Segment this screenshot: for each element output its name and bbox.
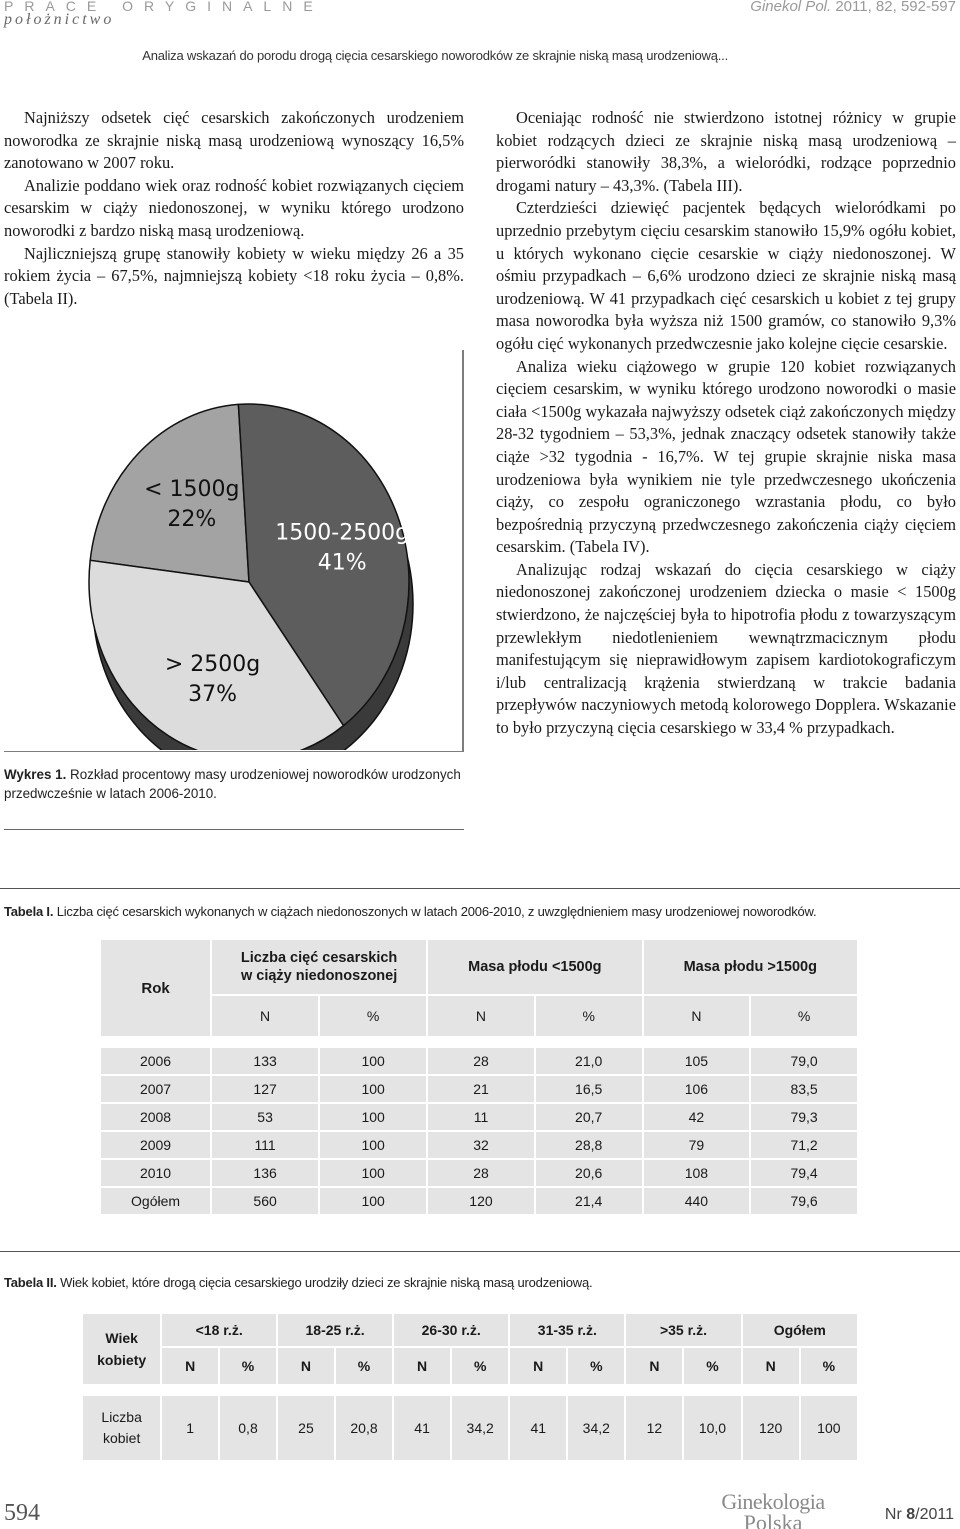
issue-year: /2011 bbox=[915, 1506, 954, 1523]
table2-subheader: % bbox=[220, 1348, 276, 1384]
table1-header-cesarean: Liczba cięć cesarskich w ciąży niedonoszonej bbox=[212, 940, 426, 994]
logo-line2: Polska bbox=[743, 1510, 803, 1529]
paragraph: Analizie poddano wiek oraz rodność kobiet rozwiązanych cięciem cesarskim w ciąży niedonoszonej, w wyniku którego urodzono noworodki z bardzo niską masą urodzeniową. bbox=[4, 175, 464, 240]
table1-cell: 28 bbox=[428, 1048, 534, 1074]
table2-cell: 41 bbox=[394, 1396, 450, 1460]
table1-cell: 21,0 bbox=[536, 1048, 642, 1074]
table1-cell: 53 bbox=[212, 1104, 318, 1130]
table1-cell: 560 bbox=[212, 1188, 318, 1214]
table2-cell: 10,0 bbox=[684, 1396, 740, 1460]
table2-subheader: N bbox=[278, 1348, 334, 1384]
issue-num: 8 bbox=[906, 1506, 916, 1523]
table2-subheader: % bbox=[336, 1348, 392, 1384]
paragraph: Czterdzieści dziewięć pacjentek będących wieloródkami po uprzednio przebytym cięciu cesarskim stanowiło 15,9% ogółu kobiet, u których wykonano cięcie cesarskie w ciąży niedonoszonej. W ośmiu przypadkach – 6,6% urodzono dzieci ze skrajnie niską masą urodzeniową. W 41 przypadkach cięć cesarskich u kobiet z tej grupy masa noworodka była wyższa niż 1500 gramów, co stanowiło 9,3% ogółu cięć wykonanych przedwczesnie jako kolejne cięcie cesarskie. bbox=[496, 198, 956, 353]
table1-cell: 42 bbox=[644, 1104, 750, 1130]
table2-cell: 25 bbox=[278, 1396, 334, 1460]
table1-year-cell: 2009 bbox=[101, 1132, 210, 1158]
paragraph: Najniższy odsetek cięć cesarskich zakończonych urodzeniem noworodka ze skrajnie niską masą urodzeniową wynoszący 16,5% zanotowano w 2007 roku. bbox=[4, 108, 464, 173]
table2-cell: 20,8 bbox=[336, 1396, 392, 1460]
table1-cell: 79,4 bbox=[751, 1160, 857, 1186]
table1 bbox=[99, 938, 859, 1216]
table1-cell: 20,6 bbox=[536, 1160, 642, 1186]
table2-cell: 120 bbox=[743, 1396, 799, 1460]
table1-cell: 106 bbox=[644, 1076, 750, 1102]
table2-caption bbox=[4, 1275, 592, 1290]
table1-cell: 11 bbox=[428, 1104, 534, 1130]
table-row bbox=[101, 1160, 857, 1186]
running-title: Analiza wskazań do porodu drogą cięcia cesarskiego noworodków ze skrajnie niską masą urodzeniową... bbox=[142, 48, 728, 63]
table1-label: Tabela I. bbox=[4, 904, 54, 919]
table1-cell: 79,0 bbox=[751, 1048, 857, 1074]
figure-rule bbox=[4, 829, 464, 830]
table2-cell: 0,8 bbox=[220, 1396, 276, 1460]
pie-slice-value: 22% bbox=[167, 506, 217, 532]
table-row bbox=[101, 1188, 857, 1214]
pie-slice-label: < 1500g bbox=[144, 476, 240, 502]
table2 bbox=[81, 1312, 859, 1462]
table-row bbox=[101, 1132, 857, 1158]
section-label: PRACE ORYGINALNE bbox=[4, 0, 324, 14]
issue-prefix: Nr bbox=[884, 1506, 902, 1523]
citation: 2011, 82, 592-597 bbox=[835, 0, 956, 15]
table2-age-group: Ogółem bbox=[743, 1314, 857, 1346]
table1-cell: 136 bbox=[212, 1160, 318, 1186]
table2-subheader-row bbox=[83, 1348, 857, 1384]
table1-year-cell: 2006 bbox=[101, 1048, 210, 1074]
table1-cell: 71,2 bbox=[751, 1132, 857, 1158]
journal-ref: Ginekol Pol. bbox=[750, 0, 832, 15]
table1-subheader: N bbox=[428, 996, 534, 1036]
table2-cell: 12 bbox=[626, 1396, 682, 1460]
table1-caption bbox=[4, 904, 816, 919]
journal-citation bbox=[750, 0, 956, 15]
table1-caption-text: Liczba cięć cesarskich wykonanych w ciążach niedonoszonych w latach 2006-2010, z uwzględnieniem masy urodzeniowej noworodków. bbox=[56, 904, 817, 919]
table1-rule bbox=[0, 888, 960, 889]
table1-cell: 100 bbox=[320, 1188, 426, 1214]
journal-logo bbox=[714, 1491, 832, 1529]
paragraph: Oceniając rodność nie stwierdzono istotnej różnicy w grupie kobiet rodzących dzieci ze skrajnie niską masą urodzeniową – pierworódki stanowiły 38,3%, a wieloródki, rodzące poprzednio drogami natury – 43,3%. (Tabela III). bbox=[496, 108, 956, 195]
table2-subheader: N bbox=[743, 1348, 799, 1384]
table2-header-age: Wiek kobiety bbox=[83, 1314, 160, 1384]
table1-subheader: % bbox=[751, 996, 857, 1036]
left-text-column bbox=[4, 107, 464, 310]
pie-slice-value: 37% bbox=[188, 682, 238, 708]
table2-cell: 41 bbox=[510, 1396, 566, 1460]
table1-cell: 100 bbox=[320, 1104, 426, 1130]
table2-subheader: N bbox=[510, 1348, 566, 1384]
issue-number bbox=[885, 1506, 954, 1524]
table2-age-group: >35 r.ż. bbox=[626, 1314, 740, 1346]
table1-header-over1500: Masa płodu >1500g bbox=[644, 940, 857, 994]
table-row bbox=[101, 1048, 857, 1074]
pie-slice-label: 1500-2500g bbox=[275, 520, 410, 546]
table2-header-count: Liczba kobiet bbox=[83, 1396, 160, 1460]
logo-line1: Ginekologia bbox=[721, 1489, 825, 1514]
figure-label: Wykres 1. bbox=[4, 767, 67, 782]
table2-label: Tabela II. bbox=[4, 1275, 57, 1290]
table1-year-cell: Ogółem bbox=[101, 1188, 210, 1214]
table2-rule bbox=[0, 1251, 960, 1252]
table-row bbox=[101, 1076, 857, 1102]
table1-cell: 28 bbox=[428, 1160, 534, 1186]
table1-subheader: N bbox=[644, 996, 750, 1036]
table2-gap bbox=[83, 1386, 857, 1394]
paragraph: Najliczniejszą grupę stanowiły kobiety w wieku między 26 a 35 rokiem życia – 67,5%, najmniejszą kobiety <18 roku życia – 0,8%. (Tabela II). bbox=[4, 243, 464, 308]
table1-cell: 440 bbox=[644, 1188, 750, 1214]
table2-subheader: % bbox=[684, 1348, 740, 1384]
table2-cell: 100 bbox=[801, 1396, 857, 1460]
table1-cell: 100 bbox=[320, 1048, 426, 1074]
table2-subheader: % bbox=[801, 1348, 857, 1384]
section-sublabel: położnictwo bbox=[4, 11, 115, 28]
table2-subheader: N bbox=[162, 1348, 218, 1384]
table2-cell: 34,2 bbox=[452, 1396, 508, 1460]
table2-cell: 1 bbox=[162, 1396, 218, 1460]
page-number: 594 bbox=[4, 1500, 40, 1526]
table1-subheader: % bbox=[536, 996, 642, 1036]
table1-subheader: N bbox=[212, 996, 318, 1036]
table1-header-rok: Rok bbox=[101, 940, 210, 1036]
table1-cell: 79 bbox=[644, 1132, 750, 1158]
table1-cell: 16,5 bbox=[536, 1076, 642, 1102]
table-row bbox=[101, 1104, 857, 1130]
table1-cell: 100 bbox=[320, 1076, 426, 1102]
paragraph: Analiza wieku ciążowego w grupie 120 kobiet rozwiązanych cięciem cesarskim, w wyniku którego urodzono noworodki o masie ciała <1500g wykazała najwyższy odsetek ciąż zakończonych między 28-32 tygodniem – 53,3%, jednak znaczący odsetek stanowiły także ciąże >32 tygodnia - 16,7%. W tej grupie skrajnie niska masa urodzeniowa była wynikiem nie tyle przedwczesnego ukończenia ciąży, co zespołu ograniczonego wzrastania płodu, co było bezpośrednią przyczyną przedwczesnego zakończenia ciąży cięciem cesarskim. (Tabela IV). bbox=[496, 356, 956, 557]
table2-age-group: <18 r.ż. bbox=[162, 1314, 276, 1346]
table1-cell: 28,8 bbox=[536, 1132, 642, 1158]
table1-year-cell: 2008 bbox=[101, 1104, 210, 1130]
table2-age-group: 18-25 r.ż. bbox=[278, 1314, 392, 1346]
table1-cell: 111 bbox=[212, 1132, 318, 1158]
table1-cell: 100 bbox=[320, 1132, 426, 1158]
table1-cell: 108 bbox=[644, 1160, 750, 1186]
table1-cell: 21 bbox=[428, 1076, 534, 1102]
table1-cell: 120 bbox=[428, 1188, 534, 1214]
table2-subheader: N bbox=[626, 1348, 682, 1384]
table1-cell: 100 bbox=[320, 1160, 426, 1186]
table2-caption-text: Wiek kobiet, które drogą cięcia cesarskiego urodziły dzieci ze skrajnie niską masą urodzeniową. bbox=[60, 1275, 593, 1290]
table1-year-cell: 2010 bbox=[101, 1160, 210, 1186]
table2-age-group: 31-35 r.ż. bbox=[510, 1314, 624, 1346]
pie-chart-frame bbox=[4, 350, 464, 752]
table2-age-group: 26-30 r.ż. bbox=[394, 1314, 508, 1346]
figure-caption bbox=[4, 765, 464, 803]
table1-subheader: % bbox=[320, 996, 426, 1036]
table1-cell: 20,7 bbox=[536, 1104, 642, 1130]
pie-slice-value: 41% bbox=[317, 550, 367, 576]
table1-cell: 79,3 bbox=[751, 1104, 857, 1130]
table1-cell: 21,4 bbox=[536, 1188, 642, 1214]
table1-cell: 127 bbox=[212, 1076, 318, 1102]
table1-year-cell: 2007 bbox=[101, 1076, 210, 1102]
table1-cell: 79,6 bbox=[751, 1188, 857, 1214]
table2-cell: 34,2 bbox=[568, 1396, 624, 1460]
table1-header-under1500: Masa płodu <1500g bbox=[428, 940, 641, 994]
table1-gap bbox=[101, 1038, 857, 1046]
right-text-column bbox=[496, 107, 956, 740]
table1-cell: 105 bbox=[644, 1048, 750, 1074]
paragraph: Analizując rodzaj wskazań do cięcia cesarskiego w ciąży niedonoszonej zakończonej urodzeniem dziecka o masie < 1500g stwierdzono, że najczęściej była to hipotrofia płodu z towarzyszącym przewlekłym niedotlenieniem wewnątrzmacicznym płodu manifestującym się nieprawidłowym zapisem kardiotokograficzym i/lub centralizacją krążenia stwierdzaną w trakcie badania przepływów naczyniowych metodą kolorowego Dopplera. Wskazanie to było przyczyną cięcia cesarskiego w 33,4 % przypadkach. bbox=[496, 559, 956, 738]
pie-slice-label: > 2500g bbox=[164, 652, 261, 678]
table1-cell: 83,5 bbox=[751, 1076, 857, 1102]
figure-caption-text: Rozkład procentowy masy urodzeniowej noworodków urodzonych przedwcześnie w latach 2006-2010. bbox=[4, 767, 461, 801]
table1-cell: 133 bbox=[212, 1048, 318, 1074]
pie-chart bbox=[4, 350, 462, 750]
table2-subheader: % bbox=[568, 1348, 624, 1384]
table-row bbox=[83, 1396, 857, 1460]
table1-cell: 32 bbox=[428, 1132, 534, 1158]
table2-subheader: % bbox=[452, 1348, 508, 1384]
table2-subheader: N bbox=[394, 1348, 450, 1384]
